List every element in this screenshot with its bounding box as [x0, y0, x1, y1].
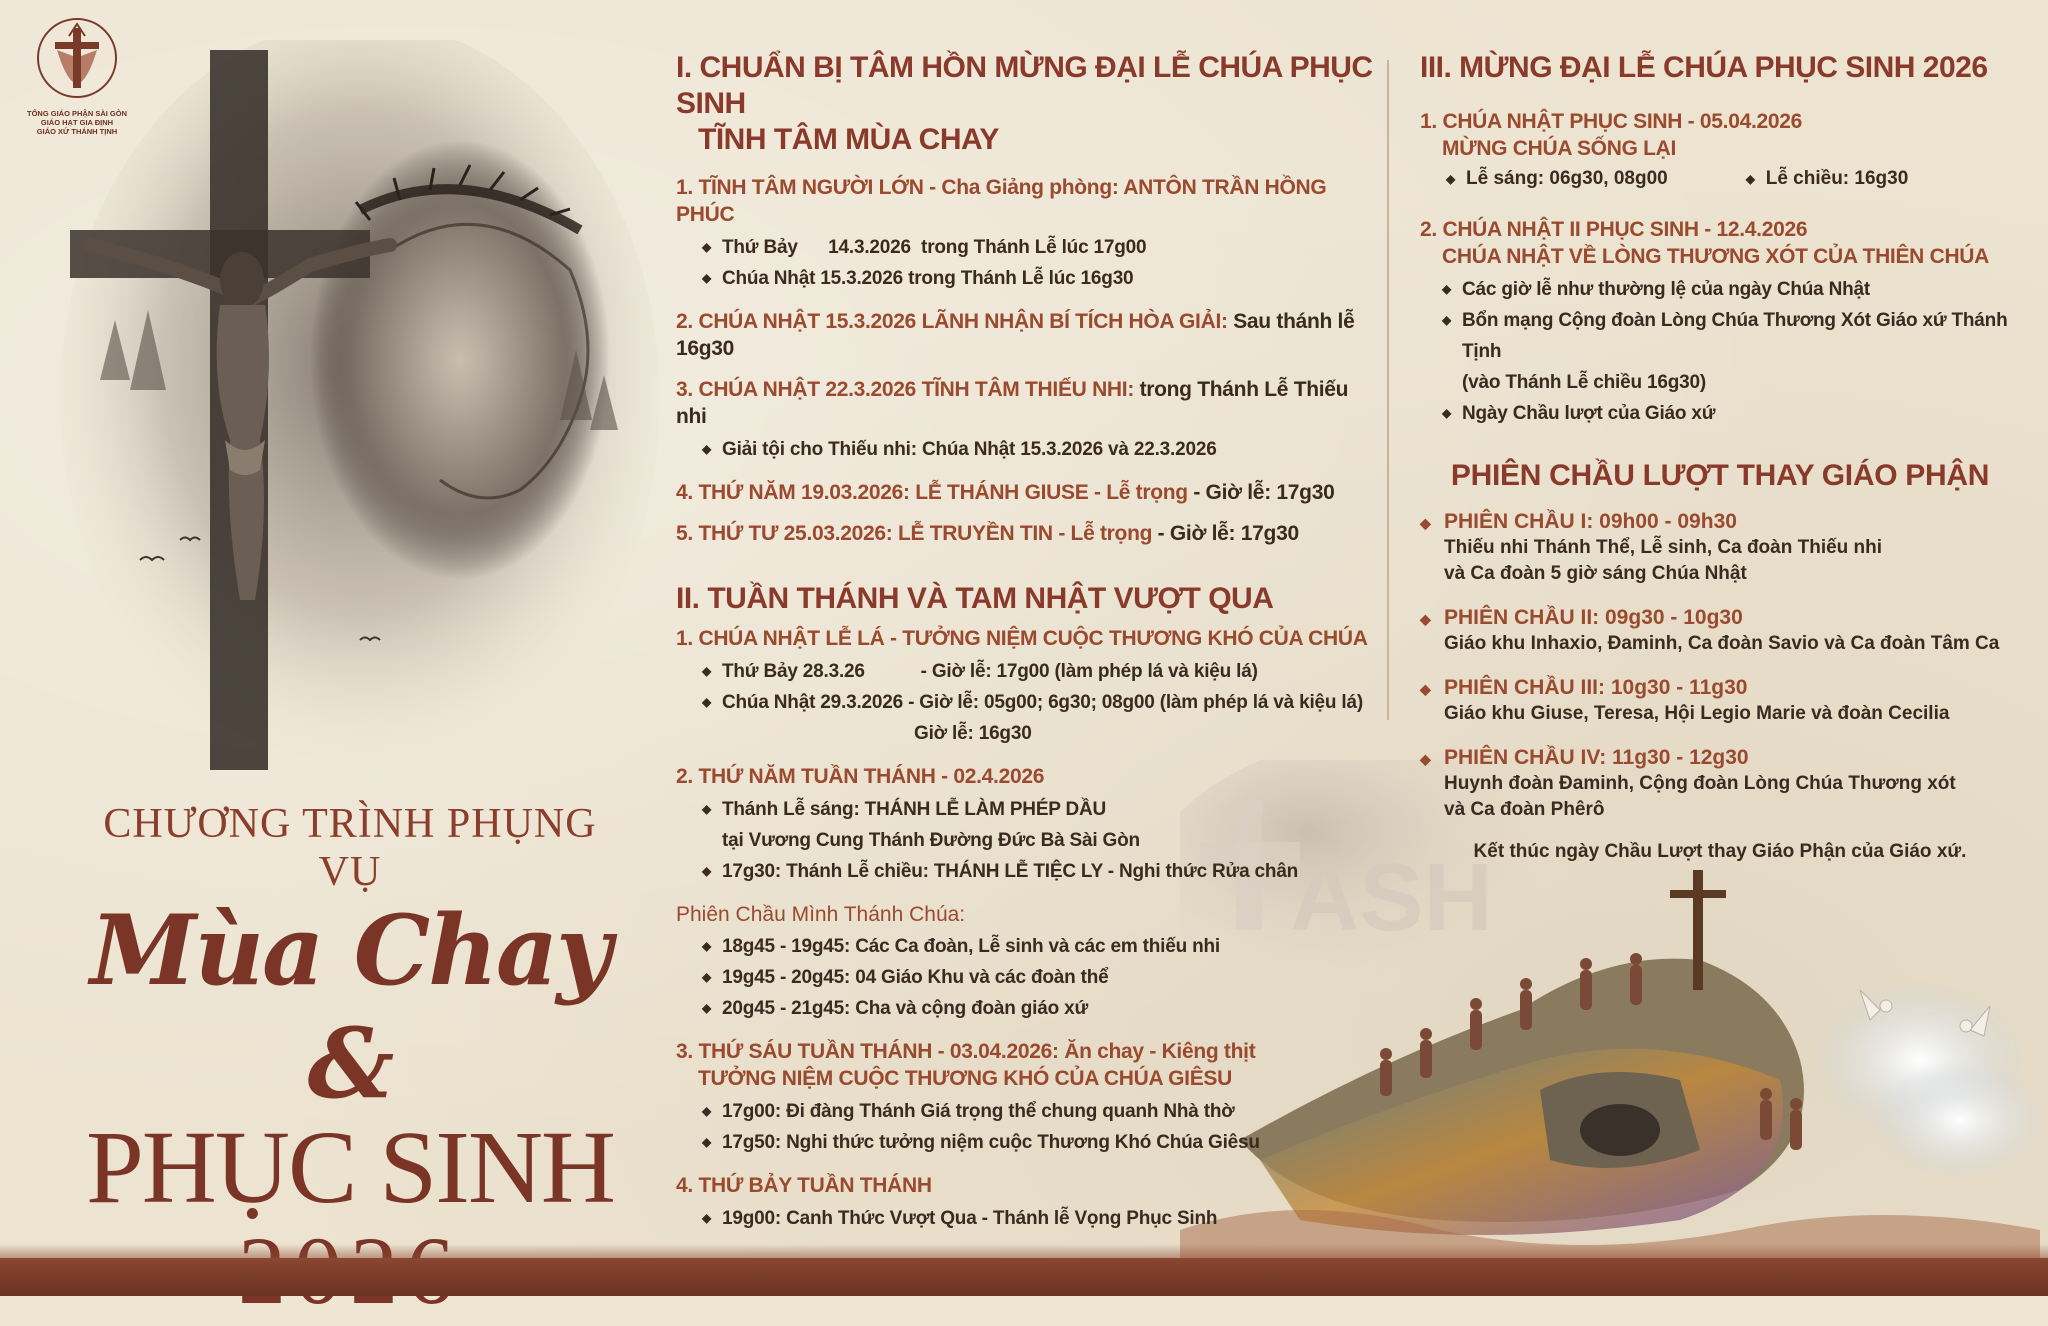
s1-item4-detail: - Giờ lễ: 17g30 — [1187, 481, 1335, 504]
adoration-session — [1420, 675, 2020, 727]
s2-item4-heading: 4. THỨ BẢY TUẦN THÁNH — [676, 1174, 932, 1197]
morning-mass: ◆ Lễ sáng: 06g30, 08g00 — [1448, 164, 1668, 194]
s2-item2-heading: 2. THỨ NĂM TUẦN THÁNH - 02.4.2026 — [676, 765, 1045, 788]
session-title: ◆ PHIÊN CHẦU IV: 11g30 - 12g30 — [1420, 745, 2020, 771]
section1-heading — [676, 50, 1376, 158]
list-item-text: Thánh Lễ sáng: THÁNH LỄ LÀM PHÉP DẦU — [722, 799, 1107, 820]
list-item: ◆ 19g00: Canh Thức Vượt Qua - Thánh lễ Vọng Phục Sinh — [704, 1203, 1376, 1234]
s2-item1-list — [676, 656, 1376, 749]
session-title: ◆ PHIÊN CHẦU II: 09g30 - 10g30 — [1420, 605, 2020, 631]
logo-line: GIÁO XỨ THÁNH TỊNH — [36, 127, 118, 136]
section1-heading-line2: TĨNH TÂM MÙA CHAY — [698, 123, 999, 156]
session-detail: Giáo khu Giuse, Teresa, Hội Legio Marie và đoàn Cecilia — [1444, 703, 1950, 724]
list-item: ◆ Ngày Chầu lượt của Giáo xứ — [1444, 398, 2020, 429]
season-title: Mùa Chay & — [90, 894, 610, 1120]
session-detail: và Ca đoàn 5 giờ sáng Chúa Nhật — [1444, 563, 1747, 584]
adoration-label: Phiên Chầu Mình Thánh Chúa: — [676, 903, 966, 926]
adoration-session — [1420, 745, 2020, 823]
s1-item1-list — [676, 232, 1376, 294]
s1-item5-heading — [676, 520, 1376, 547]
session-detail: Huynh đoàn Đaminh, Cộng đoàn Lòng Chúa Thương xót — [1444, 773, 1956, 794]
list-item — [1444, 305, 2020, 398]
s3-item1-title: 1. CHÚA NHẬT PHỤC SINH - 05.04.2026 — [1420, 110, 1802, 133]
adoration-session — [1420, 605, 2020, 657]
logo-line: TỔNG GIÁO PHẬN SÀI GÒN — [26, 109, 127, 118]
list-item-text: Chúa Nhật 29.3.2026 - Giờ lễ: 05g00; 6g30; 08g00 (làm phép lá và kiệu lá) — [722, 692, 1363, 713]
session-title: ◆ PHIÊN CHẦU III: 10g30 - 11g30 — [1420, 675, 2020, 701]
list-item: ◆ 17g00: Đi đàng Thánh Giá trọng thể chung quanh Nhà thờ — [704, 1096, 1376, 1127]
list-item: ◆ Các giờ lễ như thường lệ của ngày Chúa Nhật — [1444, 274, 2020, 305]
s3-item2-heading — [1420, 216, 2020, 270]
session-title: ◆ PHIÊN CHẦU I: 09h00 - 09h30 — [1420, 509, 2020, 535]
s1-item5-title: 5. THỨ TƯ 25.03.2026: LỄ TRUYỀN TIN - Lễ trọng — [676, 522, 1153, 545]
s1-item4-title: 4. THỨ NĂM 19.03.2026: LỄ THÁNH GIUSE - Lễ trọng — [676, 481, 1188, 504]
s3-item2-list — [1420, 274, 2020, 429]
section1-heading-line1: I. CHUẨN BỊ TÂM HỒN MỪNG ĐẠI LỄ CHÚA PHỤC SINH — [676, 51, 1373, 120]
list-item-continuation: tại Vương Cung Thánh Đường Đức Bà Sài Gòn — [722, 830, 1140, 851]
adoration-session — [1420, 509, 2020, 587]
list-item: ◆ Giải tội cho Thiếu nhi: Chúa Nhật 15.3.2026 và 22.3.2026 — [704, 434, 1376, 465]
s1-item3-heading — [676, 376, 1376, 430]
list-item: ◆ Thứ Bảy 14.3.2026 trong Thánh Lễ lúc 17g00 — [704, 232, 1376, 263]
s1-item3-detail: trong Thánh Lễ Thiếu nhi — [676, 378, 1349, 428]
column-divider — [1387, 60, 1389, 720]
section2-heading: II. TUẦN THÁNH VÀ TAM NHẬT VƯỢT QUA — [676, 582, 1274, 615]
s1-item2-heading — [676, 308, 1376, 362]
s1-item3-list — [676, 434, 1376, 465]
adoration-list — [676, 931, 1376, 1024]
list-item — [704, 794, 1376, 856]
ash-word: ASH — [1290, 844, 1493, 951]
program-title: CHƯƠNG TRÌNH PHỤNG VỤ — [103, 801, 597, 895]
s1-item2-detail: Sau thánh lễ 16g30 — [676, 310, 1355, 360]
section3-heading: III. MỪNG ĐẠI LỄ CHÚA PHỤC SINH 2026 — [1420, 51, 1988, 84]
s2-item3-list — [676, 1096, 1376, 1158]
evening-mass: ◆ Lễ chiều: 16g30 — [1748, 164, 1909, 194]
list-item: ◆ 18g45 - 19g45: Các Ca đoàn, Lễ sinh và các em thiếu nhi — [704, 931, 1376, 962]
s1-item4-heading — [676, 479, 1376, 506]
s3-item2-subtitle: CHÚA NHẬT VỀ LÒNG THƯƠNG XÓT CỦA THIÊN CHÚA — [1442, 245, 1990, 268]
s1-item5-detail: - Giờ lễ: 17g30 — [1152, 522, 1299, 545]
list-item-text: Bổn mạng Cộng đoàn Lòng Chúa Thương Xót Giáo xứ Thánh Tịnh — [1462, 310, 2008, 362]
s2-item3-heading — [676, 1038, 1376, 1092]
s1-item3-title: 3. CHÚA NHẬT 22.3.2026 TĨNH TÂM THIẾU NHI: — [676, 378, 1135, 401]
list-item: ◆ 19g45 - 20g45: 04 Giáo Khu và các đoàn thể — [704, 962, 1376, 993]
bottom-band — [0, 1258, 2048, 1296]
logo-line: GIÁO HẠT GIA ĐỊNH — [40, 118, 114, 127]
right-column — [1420, 50, 2020, 863]
list-item: ◆ Thứ Bảy 28.3.26 - Giờ lễ: 17g00 (làm phép lá và kiệu lá) — [704, 656, 1376, 687]
list-item: ◆ 17g50: Nghi thức tưởng niệm cuộc Thương Khó Chúa Giêsu — [704, 1127, 1376, 1158]
s1-item2-title: 2. CHÚA NHẬT 15.3.2026 LÃNH NHẬN BÍ TÍCH HÒA GIẢI: — [676, 310, 1228, 333]
list-item — [704, 687, 1376, 749]
session-detail: Thiếu nhi Thánh Thể, Lễ sinh, Ca đoàn Thiếu nhi — [1444, 537, 1883, 558]
easter-mass-times — [1420, 164, 2020, 194]
session-detail: Giáo khu Inhaxio, Đaminh, Ca đoàn Savio và Ca đoàn Tâm Ca — [1444, 633, 2000, 654]
session-detail: và Ca đoàn Phêrô — [1444, 799, 1605, 820]
s1-item1-heading: 1. TĨNH TÂM NGƯỜI LỚN - Cha Giảng phòng: ANTÔN TRẦN HỒNG PHÚC — [676, 176, 1327, 226]
middle-column — [676, 50, 1376, 1234]
list-item: ◆ 20g45 - 21g45: Cha và cộng đoàn giáo xứ — [704, 993, 1376, 1024]
s3-item1-subtitle: MỪNG CHÚA SỐNG LẠI — [1442, 137, 1677, 160]
list-item-continuation: (vào Thánh Lễ chiều 16g30) — [1462, 372, 1706, 393]
feast-title: PHỤC SINH — [85, 1110, 615, 1225]
s3-item1-heading — [1420, 108, 2020, 162]
s2-item3-subtitle: TƯỞNG NIỆM CUỘC THƯƠNG KHÓ CỦA CHÚA GIÊSU — [698, 1067, 1232, 1090]
diocese-adoration-title: PHIÊN CHẦU LƯỢT THAY GIÁO PHẬN — [1450, 459, 1990, 492]
s2-item4-list — [676, 1203, 1376, 1234]
s3-item2-title: 2. CHÚA NHẬT II PHỤC SINH - 12.4.2026 — [1420, 218, 1808, 241]
list-item-continuation: Giờ lễ: 16g30 — [914, 723, 1032, 744]
s2-item3-title: 3. THỨ SÁU TUẦN THÁNH - 03.04.2026: Ăn chay - Kiêng thịt — [676, 1040, 1256, 1063]
list-item: ◆ Chúa Nhật 15.3.2026 trong Thánh Lễ lúc 16g30 — [704, 263, 1376, 294]
s2-item2-list — [676, 794, 1376, 887]
s2-item1-heading: 1. CHÚA NHẬT LỄ LÁ - TƯỞNG NIỆM CUỘC THƯƠNG KHÓ CỦA CHÚA — [676, 627, 1368, 650]
list-item: ◆ 17g30: Thánh Lễ chiều: THÁNH LỄ TIỆC LY - Nghi thức Rửa chân — [704, 856, 1376, 887]
christ-crucifix-artwork — [60, 40, 660, 800]
closing-note: Kết thúc ngày Chầu Lượt thay Giáo Phận của Giáo xứ. — [1473, 841, 1967, 862]
